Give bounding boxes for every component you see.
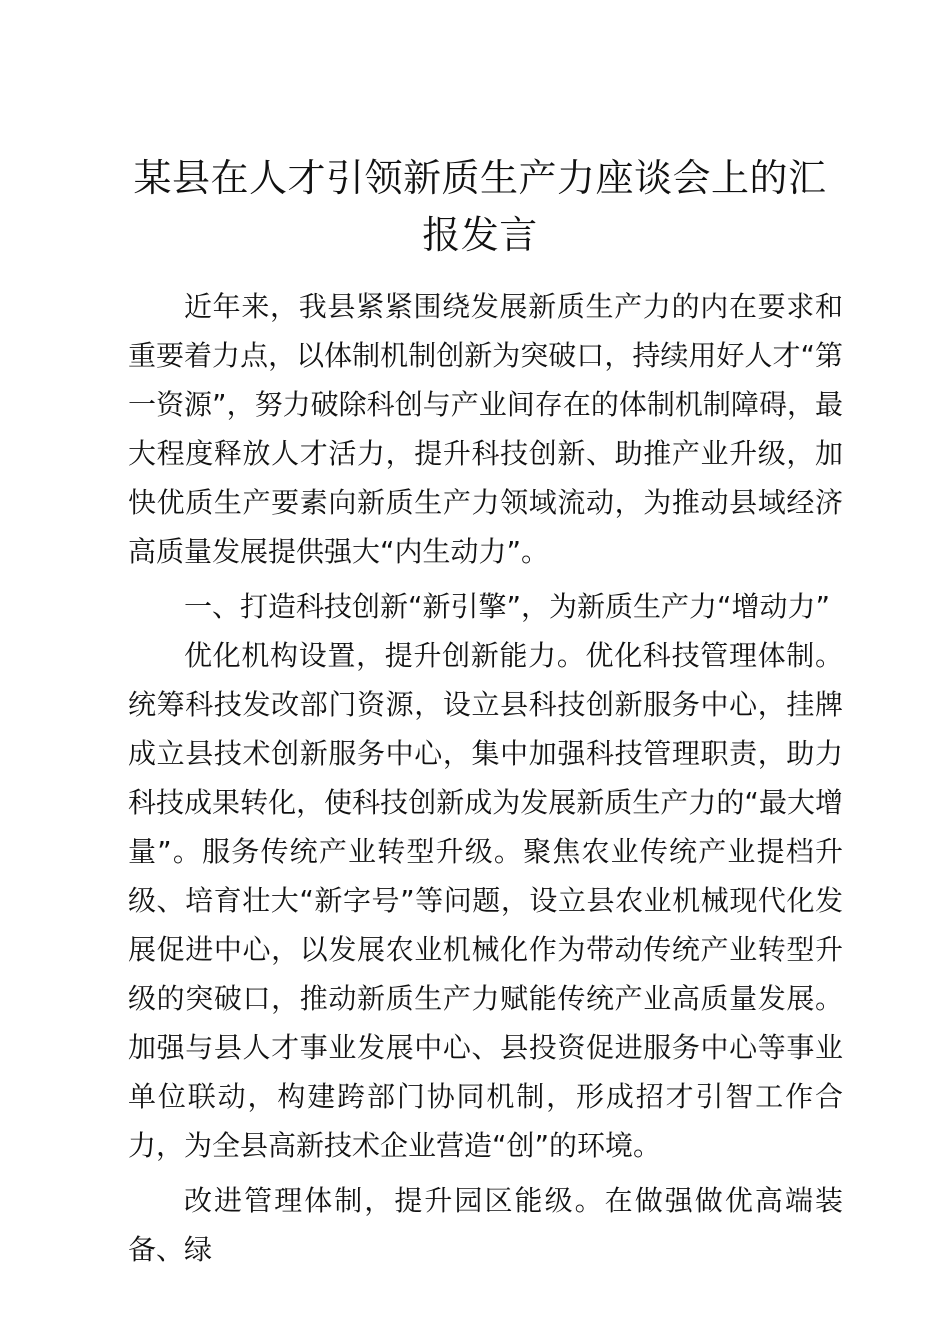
document-title: 某县在人才引领新质生产力座谈会上的汇报发言 (133, 156, 827, 257)
body-paragraph-1: 优化机构设置，提升创新能力。优化科技管理体制。统筹科技发改部门资源，设立县科技创新服务中心，挂牌成立县技术创新服务中心，集中加强科技管理职责，助力科技成果转化，使科技创新成为发展新质生产力的“最大增量”。服务传统产业转型升级。聚焦农业传统产业提档升级、培育壮大“新字号”等问题，设立县农业机械现代化发展促进中心，以发展农业机械化作为带动传统产业转型升级的突破口，推动新质生产力赋能传统产业高质量发展。加强与县人才事业发展中心、县投资促进服务中心等事业单位联动，构建跨部门协同机制，形成招才引智工作合力，为全县高新技术企业营造“创”的环境。 (128, 639, 843, 1162)
body-paragraph-2: 改进管理体制，提升园区能级。在做强做优高端装备、绿 (128, 1184, 843, 1266)
document-body (128, 282, 843, 1274)
section-heading-1: 一、打造科技创新“新引擎”，为新质生产力“增动力” (184, 590, 831, 623)
intro-paragraph: 近年来，我县紧紧围绕发展新质生产力的内在要求和重要着力点，以体制机制创新为突破口，持续用好人才“第一资源”，努力破除科创与产业间存在的体制机制障碍，最大程度释放人才活力，提升科技创新、助推产业升级，加快优质生产要素向新质生产力领域流动，为推动县域经济高质量发展提供强大“内生动力”。 (128, 290, 843, 568)
